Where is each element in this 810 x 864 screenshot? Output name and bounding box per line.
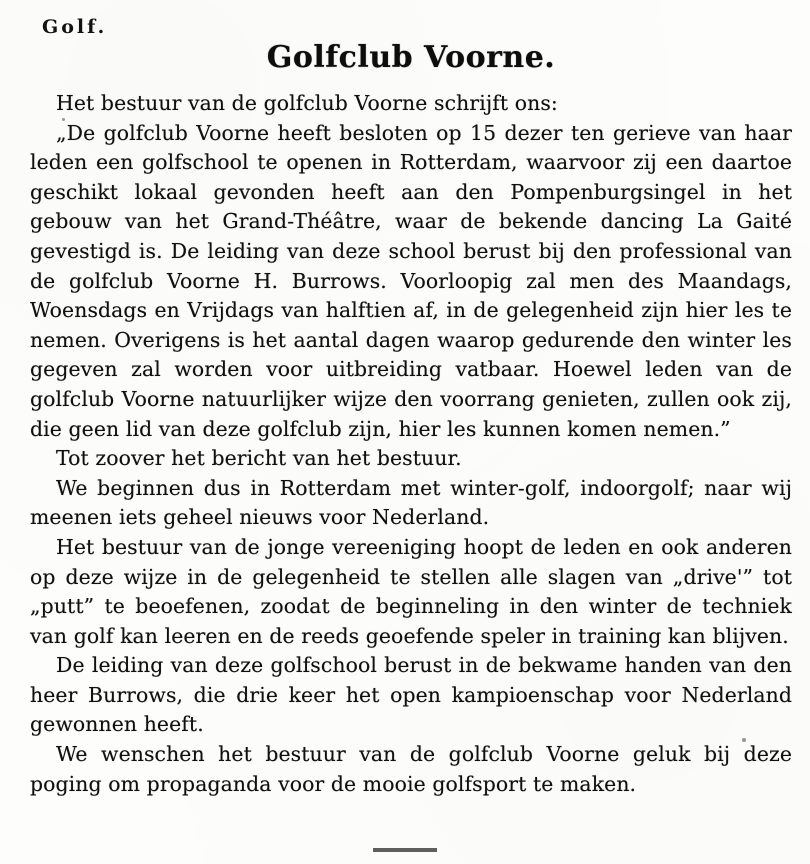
article-headline: Golfclub Voorne. (266, 40, 556, 75)
article-paragraph-7: We wenschen het bestuur van de golfclub Voorne geluk bij deze poging om propaganda voor de mooie golfsport te maken. (30, 742, 792, 796)
scan-speck (742, 738, 746, 742)
article-body (30, 89, 792, 799)
article-paragraph-1: Het bestuur van de golfclub Voorne schrijft ons: (56, 91, 558, 115)
article-paragraph-5: Het bestuur van de jonge vereeniging hoopt de leden en ook anderen op deze wijze in de gelegenheid te stellen alle slagen van „drive'” tot „putt” te beoefenen, zoodat de beginneling in den winter de techniek van golf kan leeren en de reeds geoefende speler in training kan blijven. (30, 534, 792, 648)
article-paragraph-3: Tot zoover het bericht van het bestuur. (56, 446, 462, 471)
article-paragraph-6: De leiding van deze golfschool berust in de bekwame handen van den heer Burrows, die drie keer het open kampioenschap voor Nederland gewonnen heeft. (30, 653, 792, 737)
scan-speck (62, 118, 65, 121)
article-paragraph-2: „De golfclub Voorne heeft besloten op 15 dezer ten gerieve van haar leden een golfschool te openen in Rotterdam, waarvoor zij een daartoe geschikt lokaal gevonden heeft aan den Pompenburgsingel in het gebouw van het Grand-Théâtre, waar de bekende dancing La Gaité gevestigd is. De leiding van deze school berust bij den professional van de golfclub Voorne H. Burrows. Voorloopig zal men des Maandags, Woensdags en Vrijdags van halftien af, in de gelegenheid zijn hier les te nemen. Overigens is het aantal dagen waarop gedurende den winter les gegeven zal worden voor uitbreiding vatbaar. Hoewel leden van de golfclub Voorne natuurlijker wijze den voorrang genieten, zullen ook zij, die geen lid van deze golfclub zijn, hier les kunnen komen nemen.” (30, 120, 792, 441)
article-end-rule (373, 848, 437, 852)
section-kicker: Golf. (42, 16, 108, 38)
article-paragraph-4: We beginnen dus in Rotterdam met winter-golf, indoorgolf; naar wij meenen iets geheel nieuws voor Nederland. (30, 475, 792, 530)
